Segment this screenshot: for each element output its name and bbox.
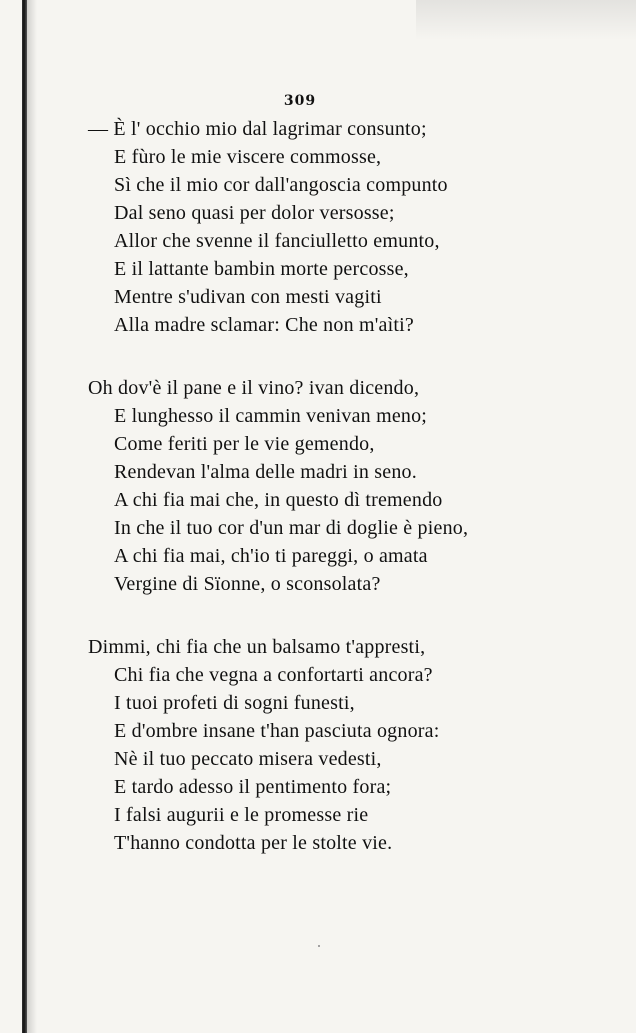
stanza-3-line-2: Chi fia che vegna a confortarti ancora? [114, 664, 433, 686]
stanza-2-line-4: Rendevan l'alma delle madri in seno. [114, 461, 417, 483]
binding-shadow [27, 0, 37, 1033]
stanza-3-line-5: Nè il tuo peccato misera vedesti, [114, 748, 382, 770]
paper-speck [318, 945, 320, 947]
stanza-2-line-5: A chi fia mai che, in questo dì tremendo [114, 489, 443, 511]
stanza-1-line-2: E fùro le mie viscere commosse, [114, 146, 382, 168]
stanza-1-line-6: E il lattante bambin morte percosse, [114, 258, 409, 280]
stanza-3-line-7: I falsi augurii e le promesse rie [114, 804, 369, 826]
stanza-2-line-6: In che il tuo cor d'un mar di doglie è pieno, [114, 517, 469, 539]
stanza-2-line-3: Come feriti per le vie gemendo, [114, 433, 375, 455]
stanza-2-line-7: A chi fia mai, ch'io ti pareggi, o amata [114, 545, 428, 567]
stanza-3-line-3: I tuoi profeti di sogni funesti, [114, 692, 355, 714]
page-number: 309 [283, 93, 317, 109]
stanza-3-line-1: Dimmi, chi fia che un balsamo t'appresti, [88, 636, 426, 658]
stanza-1-line-4: Dal seno quasi per dolor versosse; [114, 202, 395, 224]
stanza-1-line-1: — È l' occhio mio dal lagrimar consunto; [88, 118, 427, 140]
stanza-1-line-7: Mentre s'udivan con mesti vagiti [114, 286, 382, 308]
stanza-1-line-5: Allor che svenne il fanciulletto emunto, [114, 230, 440, 252]
stanza-2-line-1: Oh dov'è il pane e il vino? ivan dicendo, [88, 377, 420, 399]
stanza-3-line-4: E d'ombre insane t'han pasciuta ognora: [114, 720, 440, 742]
stanza-2-line-2: E lunghesso il cammin venivan meno; [114, 405, 428, 427]
stanza-1-line-8: Alla madre sclamar: Che non m'aìti? [114, 314, 414, 336]
page-stain [416, 0, 636, 40]
stanza-3-line-6: E tardo adesso il pentimento fora; [114, 776, 392, 798]
stanza-3-line-8: T'hanno condotta per le stolte vie. [114, 832, 393, 854]
stanza-2-line-8: Vergine di Sïonne, o sconsolata? [114, 573, 381, 595]
stanza-1-line-3: Sì che il mio cor dall'angoscia compunto [114, 174, 448, 196]
